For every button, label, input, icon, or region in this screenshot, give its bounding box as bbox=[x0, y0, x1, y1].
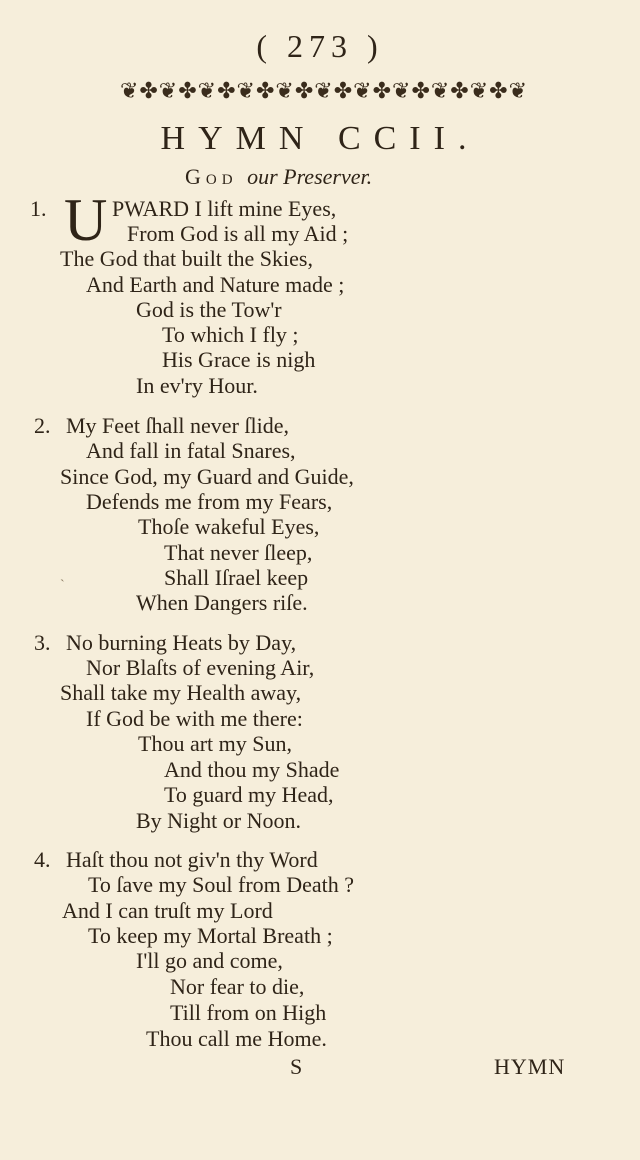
stanza-2-line-5: Thoſe wakeful Eyes, bbox=[138, 514, 320, 539]
stanza-1-line-3: The God that built the Skies, bbox=[60, 246, 313, 271]
stanza-4-line-6: Nor fear to die, bbox=[170, 974, 305, 999]
stanza-2-line-8: When Dangers riſe. bbox=[136, 590, 308, 615]
stanza-3-line-1: No burning Heats by Day, bbox=[66, 630, 297, 655]
stanza-4-line-2: To ſave my Soul from Death ? bbox=[88, 872, 355, 897]
stanza-4-line-5: I'll go and come, bbox=[136, 948, 283, 973]
subtitle-god: God bbox=[185, 164, 238, 189]
stanza-2-line-4: Defends me from my Fears, bbox=[86, 489, 333, 514]
stanza-1-number: 1. bbox=[30, 196, 47, 221]
stanza-2-line-1: My Feet ſhall never ſlide, bbox=[66, 413, 289, 438]
stanza-2-line-2: And fall in fatal Snares, bbox=[86, 438, 296, 463]
catchword: HYMN bbox=[494, 1054, 566, 1079]
stanza-2-number: 2. bbox=[34, 413, 51, 438]
page-number: ( 273 ) bbox=[256, 28, 384, 64]
stanza-3-line-3: Shall take my Health away, bbox=[60, 680, 302, 705]
stanza-1-line-8: In ev'ry Hour. bbox=[136, 373, 258, 398]
stanza-3-line-2: Nor Blaſts of evening Air, bbox=[86, 655, 315, 680]
stanza-4-number: 4. bbox=[34, 847, 51, 872]
stanza-3-line-5: Thou art my Sun, bbox=[138, 731, 292, 756]
stanza-1-line-6: To which I fly ; bbox=[162, 322, 299, 347]
signature-mark: S bbox=[290, 1054, 303, 1079]
drop-cap-letter: U bbox=[64, 187, 108, 253]
stanza-1-line-1: PWARD I lift mine Eyes, bbox=[112, 196, 337, 221]
stanza-2-line-3: Since God, my Guard and Guide, bbox=[60, 464, 354, 489]
stanza-4-line-3: And I can truſt my Lord bbox=[62, 898, 273, 923]
stanza-3-line-7: To guard my Head, bbox=[164, 782, 334, 807]
stanza-3-number: 3. bbox=[34, 630, 51, 655]
stanza-4-line-1: Haſt thou not giv'n thy Word bbox=[66, 847, 318, 872]
subtitle-rest: our Preserver. bbox=[247, 164, 373, 189]
ink-speck: ˋ bbox=[60, 578, 65, 593]
stanza-4-line-4: To keep my Mortal Breath ; bbox=[88, 923, 333, 948]
stanza-2-line-7: Shall Iſrael keep bbox=[164, 565, 309, 590]
stanza-4-line-8: Thou call me Home. bbox=[146, 1026, 327, 1051]
decorative-ornament-band: ❦✤❦✤❦✤❦✤❦✤❦✤❦✤❦✤❦✤❦✤❦ bbox=[119, 78, 529, 103]
stanza-3-line-4: If God be with me there: bbox=[86, 706, 303, 731]
stanza-1-line-4: And Earth and Nature made ; bbox=[86, 272, 345, 297]
stanza-1-line-5: God is the Tow'r bbox=[136, 297, 282, 322]
stanza-1-line-7: His Grace is nigh bbox=[162, 347, 316, 372]
stanza-3-line-8: By Night or Noon. bbox=[136, 808, 301, 833]
stanza-2-line-6: That never ſleep, bbox=[164, 540, 313, 565]
stanza-1-line-2: From God is all my Aid ; bbox=[127, 221, 349, 246]
stanza-3-line-6: And thou my Shade bbox=[164, 757, 340, 782]
hymn-subtitle bbox=[185, 164, 372, 190]
stanza-4-line-7: Till from on High bbox=[170, 1000, 327, 1025]
hymn-title: HYMN CCII. bbox=[160, 120, 480, 157]
